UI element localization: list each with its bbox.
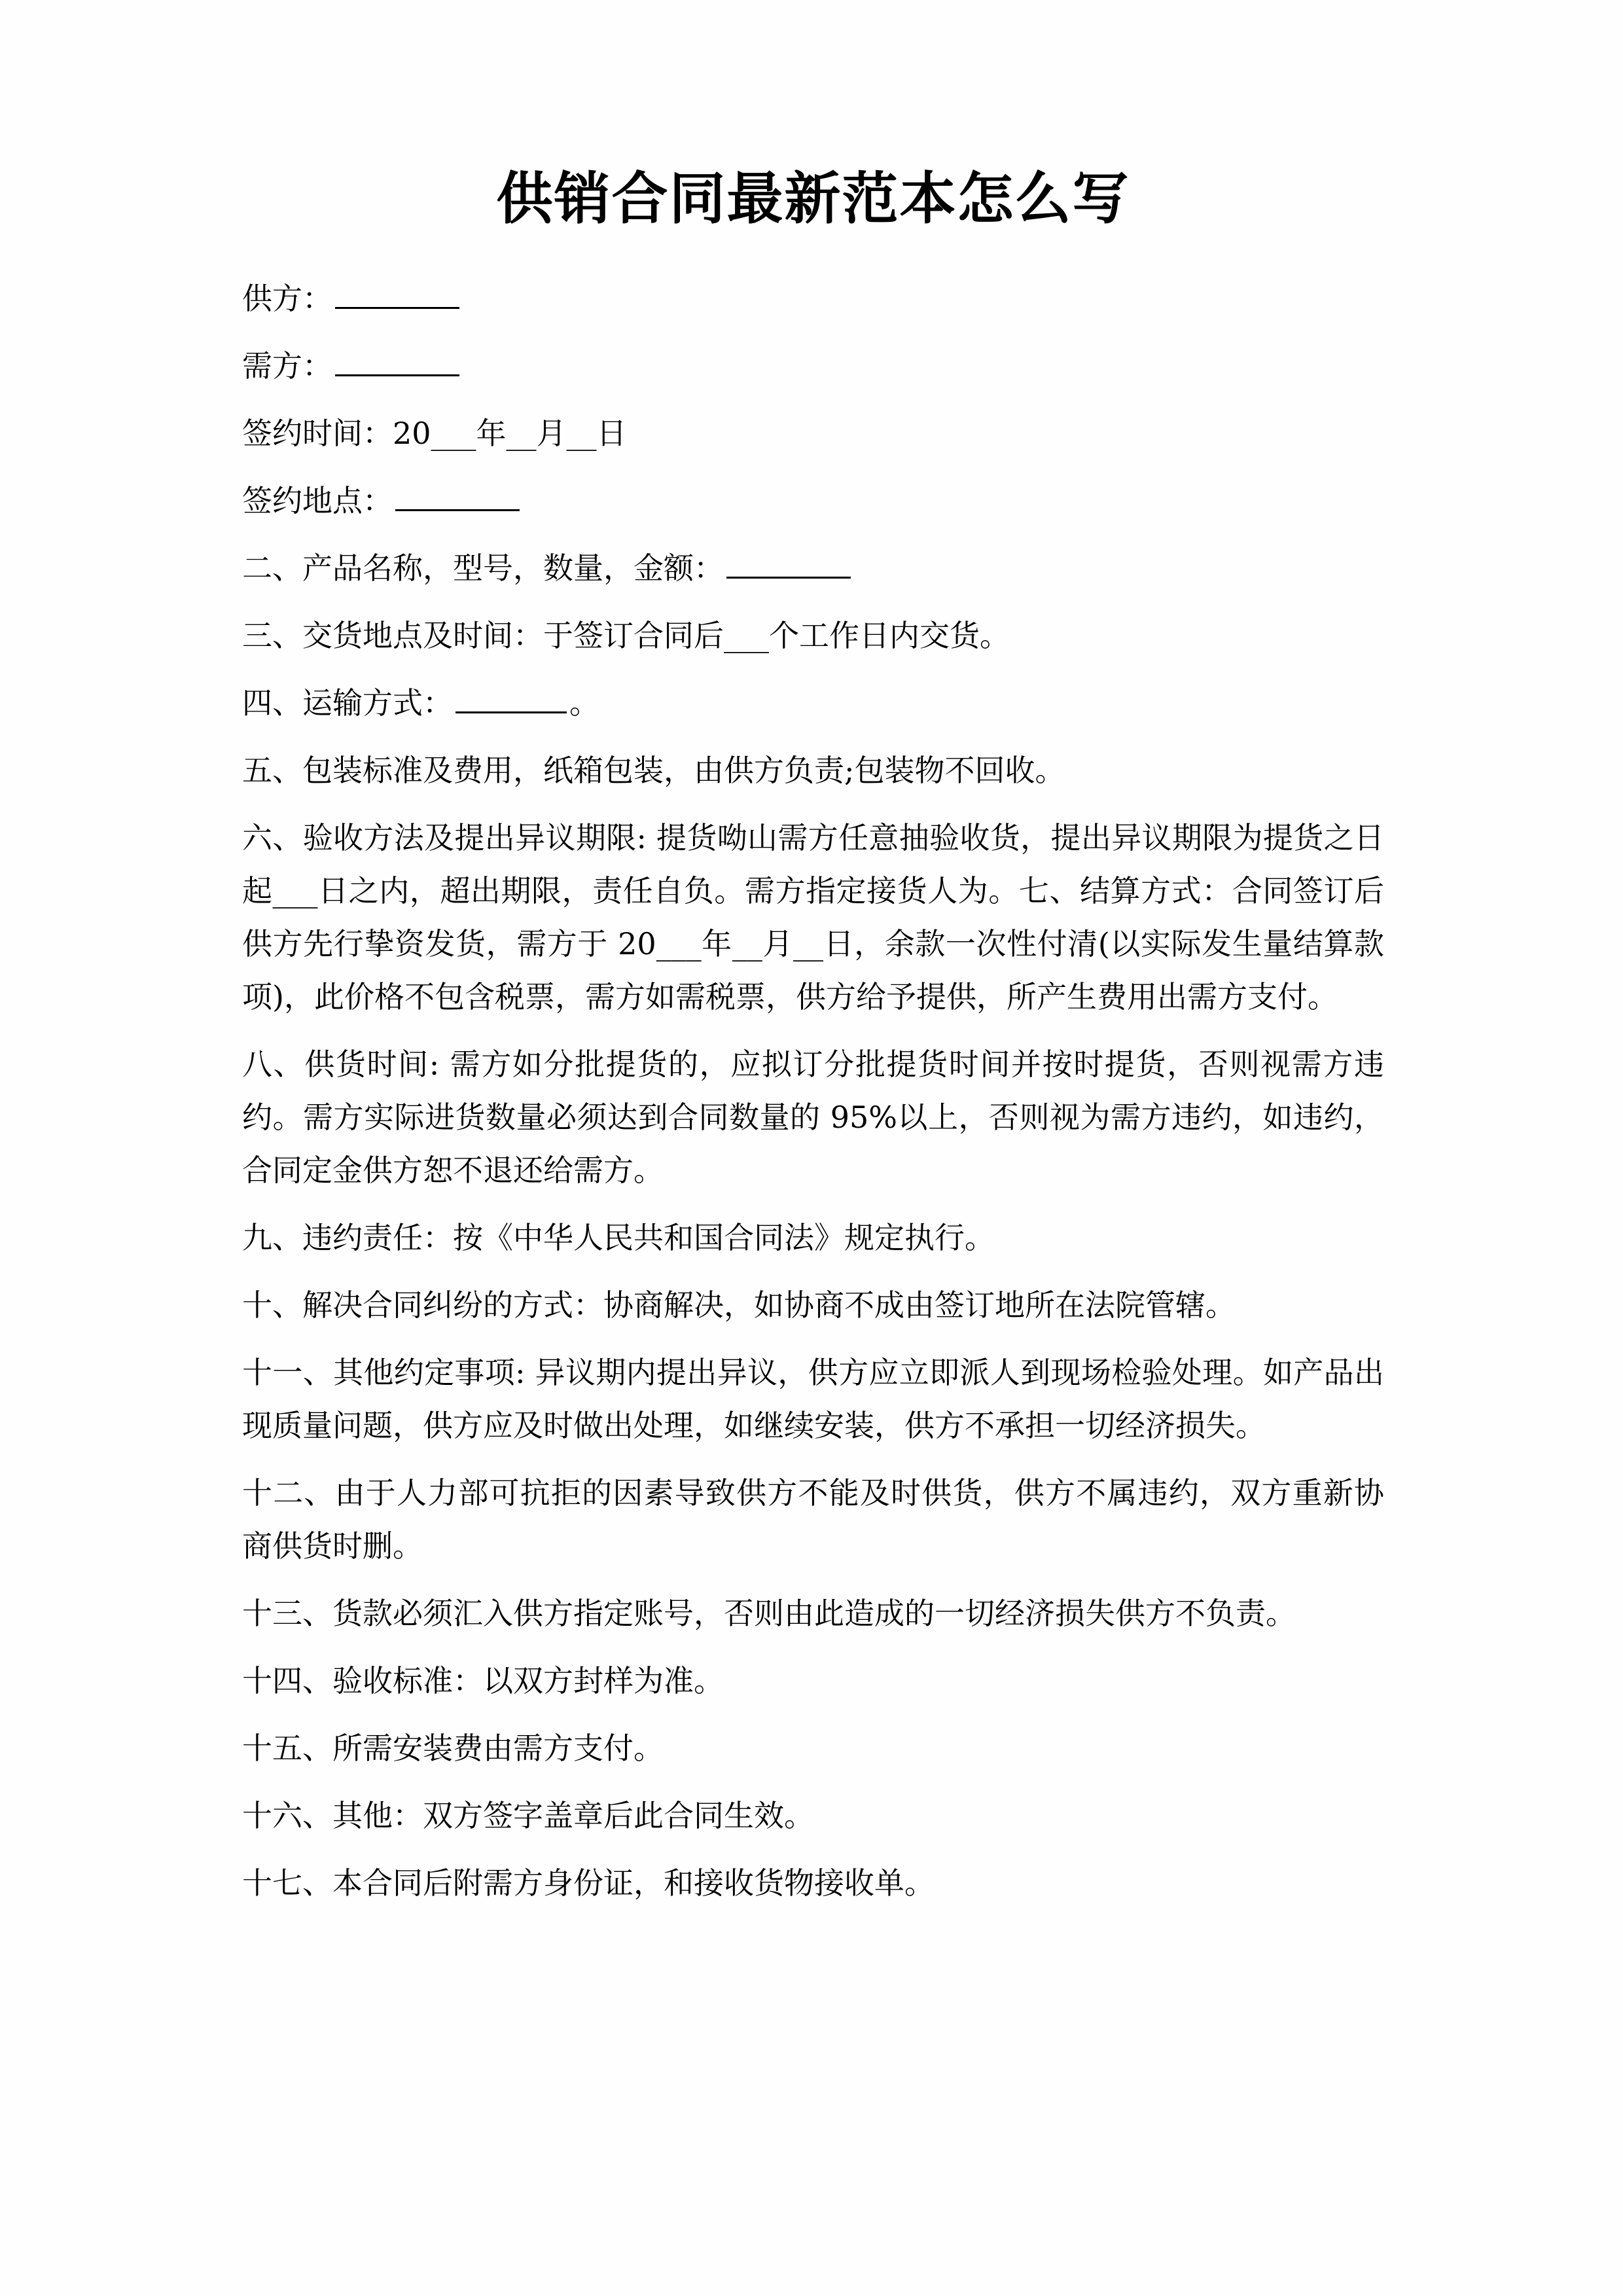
page-title: 供销合同最新范本怎么写 bbox=[496, 166, 1130, 232]
fill-in-blank-product-amount[interactable] bbox=[726, 547, 851, 578]
paragraph-item-10 bbox=[242, 1279, 1384, 1332]
paragraph-supplier bbox=[242, 272, 1384, 325]
paragraph-text: 供方： bbox=[242, 280, 332, 316]
paragraph-item-3 bbox=[242, 609, 1384, 662]
paragraph-text: 十六、其他：双方签字盖章后此合同生效。 bbox=[242, 1797, 814, 1833]
paragraph-item-6 bbox=[242, 812, 1384, 1024]
paragraph-text: 三、交货地点及时间：于签订合同后___个工作日内交货。 bbox=[242, 617, 1010, 653]
paragraph-text: 十三、货款必须汇入供方指定账号，否则由此造成的一切经济损失供方不负责。 bbox=[242, 1595, 1296, 1631]
paragraph-item-12 bbox=[242, 1467, 1384, 1573]
paragraph-text: 需方： bbox=[242, 348, 332, 384]
paragraph-item-5 bbox=[242, 744, 1384, 797]
paragraph-text: 十、解决合同纠纷的方式：协商解决，如协商不成由签订地所在法院管辖。 bbox=[242, 1287, 1236, 1323]
paragraph-item-13 bbox=[242, 1587, 1384, 1640]
paragraph-sign-place bbox=[242, 475, 1384, 528]
paragraph-item-11 bbox=[242, 1346, 1384, 1452]
fill-in-blank-transport[interactable] bbox=[455, 682, 567, 713]
paragraph-suffix: 。 bbox=[569, 685, 599, 721]
paragraph-sign-date bbox=[242, 407, 1384, 460]
paragraph-text: 十五、所需安装费由需方支付。 bbox=[242, 1730, 664, 1766]
paragraph-item-15 bbox=[242, 1722, 1384, 1775]
paragraph-text: 四、运输方式： bbox=[242, 685, 453, 721]
paragraph-text: 五、包装标准及费用，纸箱包装，由供方负责;包装物不回收。 bbox=[242, 752, 1065, 788]
paragraph-text: 九、违约责任：按《中华人民共和国合同法》规定执行。 bbox=[242, 1219, 995, 1255]
paragraph-text: 十一、其他约定事项: 异议期内提出异议，供方应立即派人到现场检验处理。如产品出现质量问题，供方应及时做出处理，如继续安装，供方不承担一切经济损失。 bbox=[242, 1354, 1384, 1443]
paragraph-text: 八、供货时间: 需方如分批提货的，应拟订分批提货时间并按时提货，否则视需方违约。需方实际进货数量必须达到合同数量的 95%以上，否则视为需方违约，如违约，合同定金供方恕不退还给需方。 bbox=[242, 1046, 1384, 1188]
paragraph-item-8 bbox=[242, 1038, 1384, 1197]
paragraph-item-4 bbox=[242, 677, 1384, 730]
paragraph-item-14 bbox=[242, 1655, 1384, 1708]
fill-in-blank-buyer[interactable] bbox=[335, 345, 459, 376]
fill-in-blank-supplier[interactable] bbox=[335, 278, 459, 308]
paragraph-text: 十四、验收标准：以双方封样为准。 bbox=[242, 1662, 724, 1698]
paragraph-text: 二、产品名称，型号，数量，金额： bbox=[242, 550, 724, 586]
paragraph-text: 十七、本合同后附需方身份证，和接收货物接收单。 bbox=[242, 1865, 935, 1901]
fill-in-blank-sign-place[interactable] bbox=[395, 480, 520, 511]
paragraph-item-16 bbox=[242, 1789, 1384, 1842]
document-content bbox=[242, 164, 1384, 1924]
paragraph-text: 签约地点： bbox=[242, 482, 393, 518]
paragraph-item-9 bbox=[242, 1211, 1384, 1265]
paragraph-buyer bbox=[242, 340, 1384, 393]
paragraph-text: 签约时间：20___年__月__日 bbox=[242, 415, 627, 451]
paragraph-text: 十二、由于人力部可抗拒的因素导致供方不能及时供货，供方不属违约，双方重新协商供货时删。 bbox=[242, 1475, 1384, 1564]
paragraph-item-2 bbox=[242, 542, 1384, 595]
paragraph-text: 六、验收方法及提出异议期限: 提货呦山需方任意抽验收货，提出异议期限为提货之日起___日之内，超出期限，责任自负。需方指定接货人为。七、结算方式：合同签订后供方先行挚资发货，需方于 20___年__月__日，余款一次性付清(以实际发生量结算款项)，此价格不包含税票，需方如需税票，供方给予提供，所产生费用出需方支付。 bbox=[242, 819, 1384, 1014]
paragraph-item-17 bbox=[242, 1857, 1384, 1910]
